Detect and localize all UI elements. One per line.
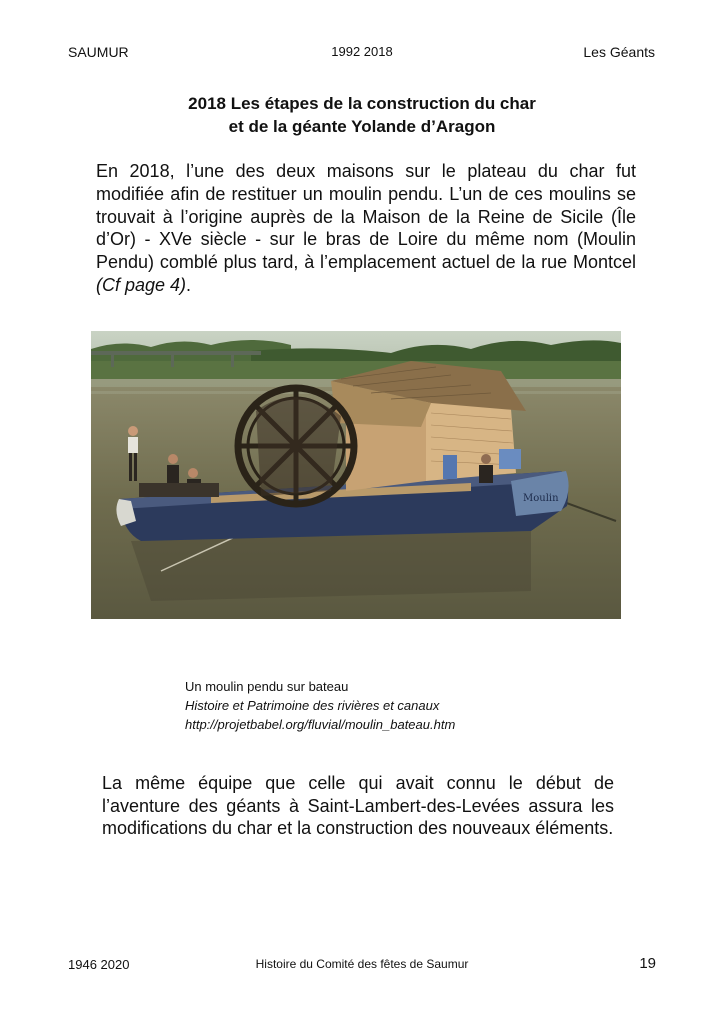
- header-center: 1992 2018: [331, 44, 393, 59]
- paragraph-1-end: .: [186, 274, 192, 295]
- caption-line-1: Un moulin pendu sur bateau: [185, 679, 349, 694]
- header-left: SAUMUR: [68, 44, 129, 60]
- paragraph-1: [96, 160, 636, 297]
- paragraph-1-text: En 2018, l’une des deux maisons sur le plateau du char fut modifiée afin de restituer un moulin pendu. L’un de ces moulins se trouvait à l’origine auprès de la Maison de la Reine de Sicile (Île d’Or) - XVe siècle - sur le bras de Loire du même nom (Moulin Pendu) comblé plus tard, à l’emplacement actuel de la rue Montcel: [96, 161, 636, 273]
- caption-source-url: http://projetbabel.org/fluvial/moulin_bateau.htm: [185, 717, 456, 732]
- boat-sign-text: Moulin: [523, 493, 559, 504]
- header-right: Les Géants: [583, 44, 655, 60]
- mill-boat-photo: [91, 331, 621, 619]
- title-line-2: et de la géante Yolande d’Aragon: [228, 117, 496, 136]
- footer-left: 1946 2020: [68, 957, 130, 972]
- title-line-1: 2018 Les étapes de la construction du char: [188, 94, 536, 113]
- caption-line-2: Histoire et Patrimoine des rivières et canaux: [185, 698, 440, 713]
- page-title: [0, 92, 724, 138]
- footer-center: Histoire du Comité des fêtes de Saumur: [255, 957, 469, 971]
- page-number: 19: [639, 955, 656, 972]
- paragraph-1-reference: (Cf page 4): [96, 274, 187, 295]
- paragraph-2: La même équipe que celle qui avait connu le début de l’aventure des géants à Saint-Lambert-des-Levées assura les modifications du char et la construction des nouveaux éléments.: [102, 773, 614, 838]
- photo-caption: [185, 677, 455, 734]
